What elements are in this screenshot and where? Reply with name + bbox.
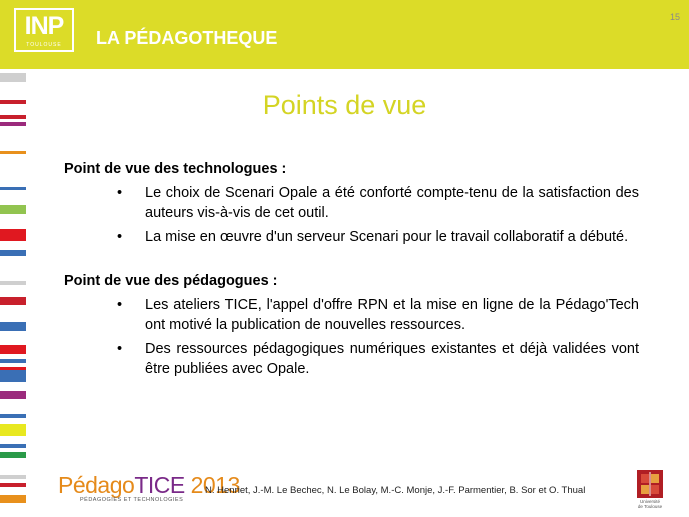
stripe xyxy=(0,391,26,399)
bullet-text: Le choix de Scenari Opale a été conforté compte-tenu de la satisfaction des auteurs vis-à-vis de cet outil. xyxy=(145,185,639,221)
stripe xyxy=(0,250,26,256)
bullet-list-pedagogues xyxy=(64,295,639,379)
stripe xyxy=(0,151,26,154)
inp-logo-subtext: TOULOUSE xyxy=(26,42,62,48)
bullet-item xyxy=(64,339,639,379)
slide-content xyxy=(64,160,639,383)
bullet-dot: • xyxy=(117,229,123,245)
stripe xyxy=(0,483,26,487)
stripe xyxy=(0,322,26,331)
logo-pedago-text: Pédago xyxy=(58,472,135,498)
footer-authors: N. Henriet, J.-M. Le Bechec, N. Le Bolay, M.-C. Monje, J.-F. Parmentier, B. Sor et O. Thual xyxy=(205,485,586,496)
bullet-dot: • xyxy=(117,341,123,357)
stripe xyxy=(0,495,26,503)
inp-logo-text: INP xyxy=(24,12,64,40)
stripe xyxy=(0,475,26,479)
bullet-item xyxy=(64,295,639,335)
stripe xyxy=(0,205,26,214)
logo-year-text: 2013 xyxy=(184,472,240,498)
section-heading-technologists: Point de vue des technologues : xyxy=(64,161,287,177)
section-heading-pedagogues: Point de vue des pédagogues : xyxy=(64,273,278,289)
stripe xyxy=(0,444,26,448)
page-number: 15 xyxy=(669,12,680,22)
university-logo xyxy=(635,470,665,515)
stripe xyxy=(0,414,26,418)
bullet-text: Les ateliers TICE, l'appel d'offre RPN et la mise en ligne de la Pédago'Tech ont motivé la publication de nouvelles ressources. xyxy=(145,297,639,333)
stripe xyxy=(0,370,26,382)
stripe xyxy=(0,297,26,305)
stripe xyxy=(0,452,26,458)
stripe xyxy=(0,229,26,241)
logo-tice-text: TICE xyxy=(134,472,185,498)
stripe xyxy=(0,424,26,436)
stripe xyxy=(0,345,26,354)
inp-logo xyxy=(14,8,74,52)
stripe xyxy=(0,359,26,363)
bullet-item xyxy=(64,183,639,223)
university-label: Université de Toulouse xyxy=(637,499,663,509)
stripe xyxy=(0,281,26,285)
bullet-item xyxy=(64,227,639,247)
header-title: LA PÉDAGOTHEQUE xyxy=(96,28,278,48)
stripe xyxy=(0,122,26,126)
bullet-text: Des ressources pédagogiques numériques existantes et déjà validées vont être publiées avec Opale. xyxy=(145,341,639,377)
stripe xyxy=(0,187,26,190)
bullet-dot: • xyxy=(117,185,123,201)
university-emblem-icon xyxy=(637,470,663,498)
slide-title: Points de vue xyxy=(262,90,427,120)
bullet-dot: • xyxy=(117,297,123,313)
stripe xyxy=(0,73,26,82)
header-bar xyxy=(0,0,689,69)
bullet-list-technologists xyxy=(64,183,639,247)
bullet-text: La mise en œuvre d'un serveur Scenari pour le travail collaboratif a débuté. xyxy=(145,229,629,245)
logo-subtitle: PÉDAGOGIES ET TECHNOLOGIES xyxy=(80,497,184,503)
decorative-stripes xyxy=(0,69,26,517)
